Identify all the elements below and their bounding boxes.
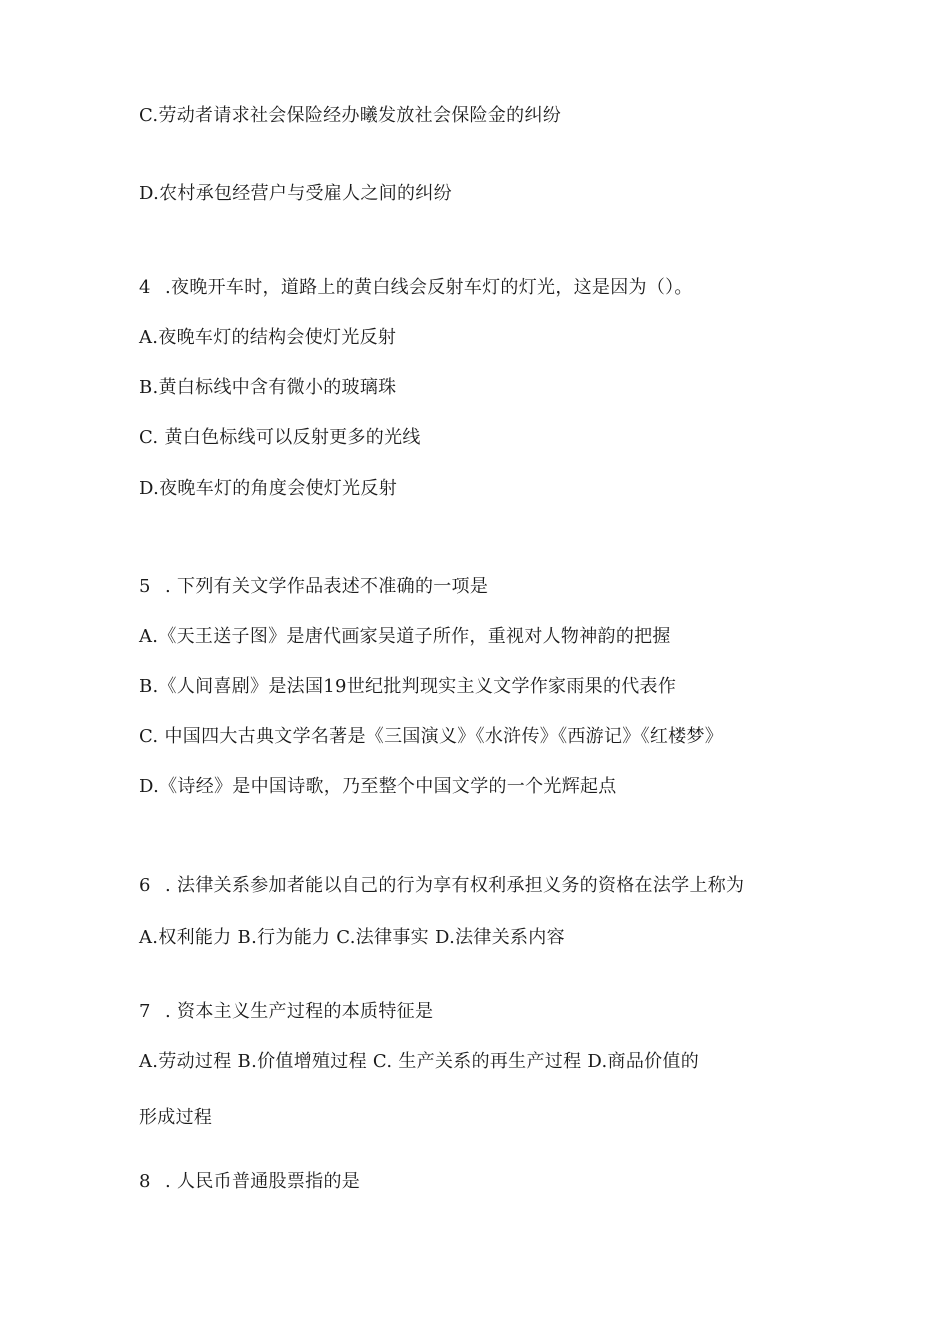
q6-stem xyxy=(139,874,744,898)
q6-options: A.权利能力 B.行为能力 C.法律事实 D.法律关系内容 xyxy=(139,927,565,948)
q5-option-c: C. 中国四大古典文学名著是《三国演义》《水浒传》《西游记》《红楼梦》 xyxy=(139,726,724,747)
q5-stem xyxy=(139,575,488,599)
q5-option-a: A.《天王送子图》是唐代画家吴道子所作，重视对人物神韵的把握 xyxy=(139,626,671,647)
q3-option-c: C.劳动者请求社会保险经办曦发放社会保险金的纠纷 xyxy=(139,105,562,126)
q8-stem-text: . 人民币普通股票指的是 xyxy=(165,1171,361,1192)
q7-options-line2: 形成过程 xyxy=(139,1107,213,1128)
q4-option-a: A.夜晚车灯的结构会使灯光反射 xyxy=(139,327,397,348)
q7-options-line1: A.劳动过程 B.价值增殖过程 C. 生产关系的再生产过程 D.商品价值的 xyxy=(139,1051,700,1072)
q4-option-c: C. 黄白色标线可以反射更多的光线 xyxy=(139,427,421,448)
q5-option-d: D.《诗经》是中国诗歌，乃至整个中国文学的一个光辉起点 xyxy=(139,776,617,797)
q3-option-d: D.农村承包经营户与受雇人之间的纠纷 xyxy=(139,183,452,204)
q4-option-b: B.黄白标线中含有微小的玻璃珠 xyxy=(139,377,397,398)
q5-option-b: B.《人间喜剧》是法国19世纪批判现实主义文学作家雨果的代表作 xyxy=(139,676,677,697)
q4-stem-text: .夜晚开车时，道路上的黄白线会反射车灯的灯光，这是因为（）。 xyxy=(165,277,693,298)
q6-number: 6 xyxy=(139,875,151,896)
q4-option-d: D.夜晚车灯的角度会使灯光反射 xyxy=(139,478,398,499)
q7-stem xyxy=(139,1000,433,1024)
q4-stem xyxy=(139,276,693,300)
q7-number: 7 xyxy=(139,1001,151,1022)
q5-number: 5 xyxy=(139,576,151,597)
q6-stem-text: . 法律关系参加者能以自己的行为享有权利承担义务的资格在法学上称为 xyxy=(165,875,745,896)
q8-number: 8 xyxy=(139,1171,151,1192)
q5-stem-text: . 下列有关文学作品表述不准确的一项是 xyxy=(165,576,489,597)
q8-stem xyxy=(139,1170,360,1194)
q4-number: 4 xyxy=(139,277,151,298)
q7-stem-text: . 资本主义生产过程的本质特征是 xyxy=(165,1001,434,1022)
